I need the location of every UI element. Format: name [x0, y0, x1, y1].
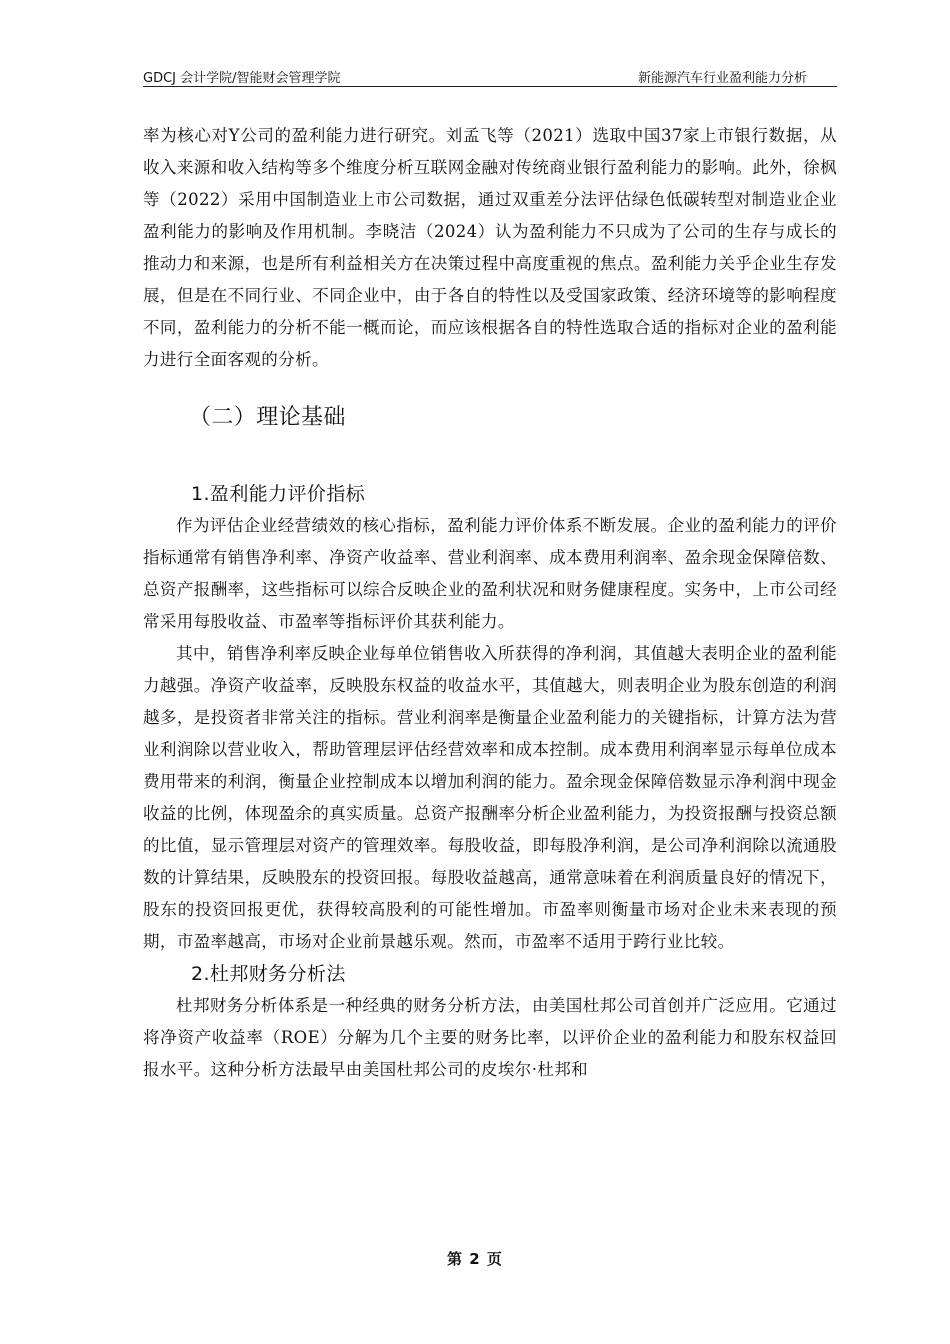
sub-heading-dupont-analysis: 2.杜邦财务分析法	[191, 963, 346, 985]
header-institution: GDCJ 会计学院/智能财会管理学院	[143, 71, 341, 86]
sub-heading-profitability-indicators: 1.盈利能力评价指标	[191, 483, 366, 505]
paragraph-literature-review: 率为核心对Y公司的盈利能力进行研究。刘孟飞等（2021）选取中国37家上市银行数据，从收入来源和收入结构等多个维度分析互联网金融对传统商业银行盈利能力的影响。此外，徐枫等（2022）采用中国制造业上市公司数据，通过双重差分法评估绿色低碳转型对制造业企业盈利能力的影响及作用机制。李晓洁（2024）认为盈利能力不只成为了公司的生存与成长的推动力和来源，也是所有利益相关方在决策过程中高度重视的焦点。盈利能力关乎企业生存发展，但是在不同行业、不同企业中，由于各自的特性以及受国家政策、经济环境等的影响程度不同，盈利能力的分析不能一概而论，而应该根据各自的特性选取合适的指标对企业的盈利能力进行全面客观的分析。	[143, 126, 837, 369]
section-heading-theory: （二）理论基础	[189, 405, 346, 430]
paragraph-indicators-detail: 其中，销售净利率反映企业每单位销售收入所获得的净利润，其值越大表明企业的盈利能力越强。净资产收益率，反映股东权益的收益水平，其值越大，则表明企业为股东创造的利润越多，是投资者非常关注的指标。营业利润率是衡量企业盈利能力的关键指标，计算方法为营业利润除以营业收入，帮助管理层评估经营效率和成本控制。成本费用利润率显示每单位成本费用带来的利润，衡量企业控制成本以增加利润的能力。盈余现金保障倍数显示净利润中现金收益的比例，体现盈余的真实质量。总资产报酬率分析企业盈利能力，为投资报酬与投资总额的比值，显示管理层对资产的管理效率。每股收益，即每股净利润，是公司净利润除以流通股数的计算结果，反映股东的投资回报。每股收益越高，通常意味着在利润质量良好的情况下，股东的投资回报更优，获得较高股利的可能性增加。市盈率则衡量市场对企业未来表现的预期，市盈率越高，市场对企业前景越乐观。然而，市盈率不适用于跨行业比较。	[143, 644, 837, 951]
page-header	[143, 64, 837, 87]
page-number: 第 2 页	[447, 1250, 503, 1268]
page-body	[143, 120, 837, 1086]
paragraph-dupont-intro: 杜邦财务分析体系是一种经典的财务分析方法，由美国杜邦公司首创并广泛应用。它通过将净资产收益率（ROE）分解为几个主要的财务比率，以评价企业的盈利能力和股东权益回报水平。这种分析方法最早由美国杜邦公司的皮埃尔·杜邦和	[143, 996, 837, 1079]
header-document-title: 新能源汽车行业盈利能力分析	[637, 71, 807, 86]
paragraph-indicators-overview: 作为评估企业经营绩效的核心指标，盈利能力评价体系不断发展。企业的盈利能力的评价指标通常有销售净利率、净资产收益率、营业利润率、成本费用利润率、盈余现金保障倍数、总资产报酬率，这些指标可以综合反映企业的盈利状况和财务健康程度。实务中，上市公司经常采用每股收益、市盈率等指标评价其获利能力。	[143, 516, 837, 631]
